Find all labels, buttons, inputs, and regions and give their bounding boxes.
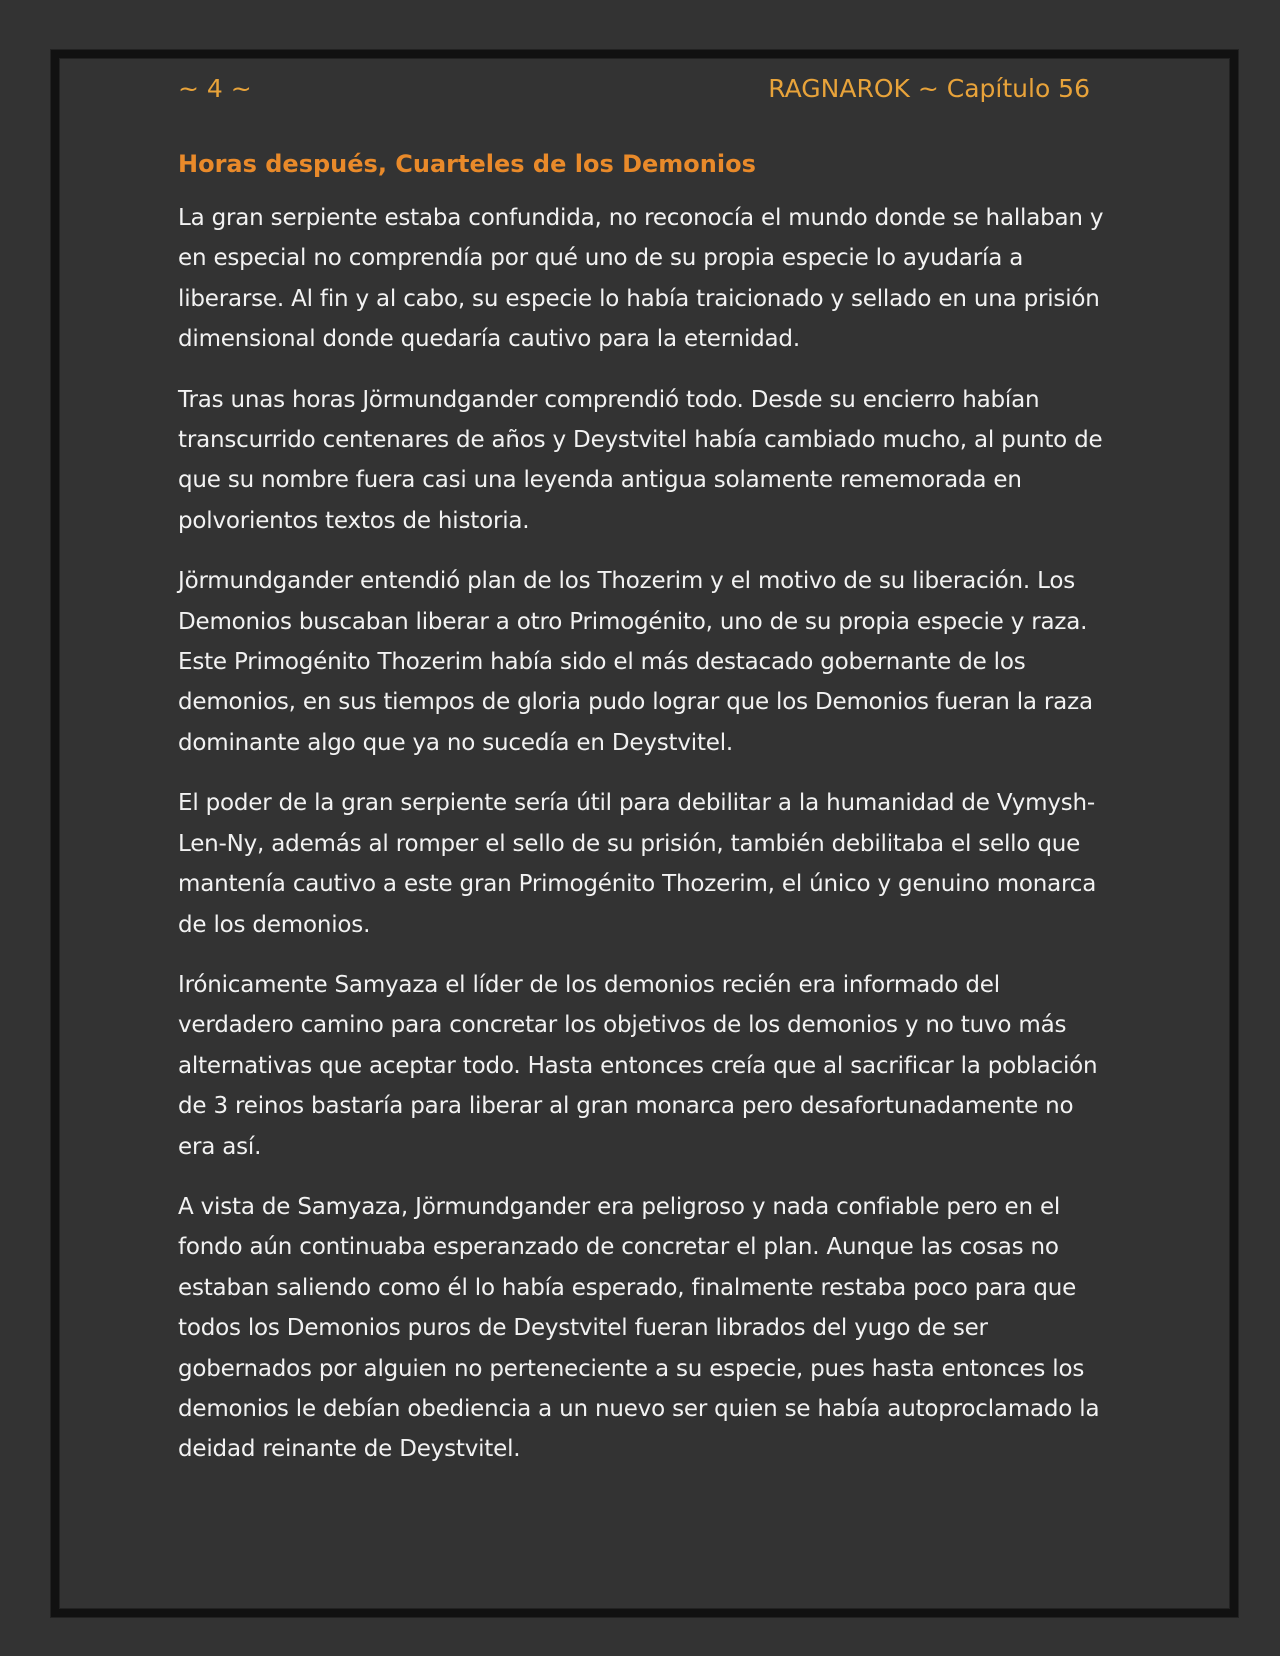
running-title: RAGNAROK ~ Capítulo 56 [768, 74, 1090, 103]
page-content [178, 146, 1108, 1490]
section-heading: Horas después, Cuarteles de los Demonios [178, 150, 756, 178]
paragraph: Jörmundgander entendió plan de los Thozerim y el motivo de su liberación. Los Demonios buscaban liberar a otro Primogénito, uno de su propia especie y raza. Este Primogénito Thozerim había sido el más destacado gobernante de los demonios, en sus tiempos de gloria pudo lograr que los Demonios fueran la raza dominante algo que ya no sucedía en Deystvitel. [178, 568, 1093, 756]
paragraph: A vista de Samyaza, Jörmundgander era peligroso y nada confiable pero en el fondo aún continuaba esperanzado de concretar el plan. Aunque las cosas no estaban saliendo como él lo había esperado, finalmente restaba poco para que todos los Demonios puros de Deystvitel fueran librados del yugo de ser gobernados por alguien no perteneciente a su especie, pues hasta entonces los demonios le debían obediencia a un nuevo ser quien se había autoproclamado la deidad reinante de Deystvitel. [178, 1193, 1100, 1463]
page-header [178, 74, 1090, 114]
paragraph: La gran serpiente estaba confundida, no reconocía el mundo donde se hallaban y en especial no comprendía por qué uno de su propia especie lo ayudaría a liberarse. Al fin y al cabo, su especie lo había traicionado y sellado en una prisión dimensional donde quedaría cautivo para la eternidad. [178, 205, 1104, 353]
paragraph: El poder de la gran serpiente sería útil para debilitar a la humanidad de Vymysh-Len-Ny, además al romper el sello de su prisión, también debilitaba el sello que mantenía cautivo a este gran Primogénito Thozerim, el único y genuino monarca de los demonios. [178, 790, 1097, 938]
paragraph: Irónicamente Samyaza el líder de los demonios recién era informado del verdadero camino para concretar los objetivos de los demonios y no tuvo más alternativas que aceptar todo. Hasta entonces creía que al sacrificar la población de 3 reinos bastaría para liberar al gran monarca pero desafortunadamente no era así. [178, 971, 1098, 1160]
paragraph: Tras unas horas Jörmundgander comprendió todo. Desde su encierro habían transcurrido centenares de años y Deystvitel había cambiado mucho, al punto de que su nombre fuera casi una leyenda antigua solamente rememorada en polvorientos textos de historia. [178, 386, 1103, 534]
page-number: ~ 4 ~ [178, 74, 252, 103]
